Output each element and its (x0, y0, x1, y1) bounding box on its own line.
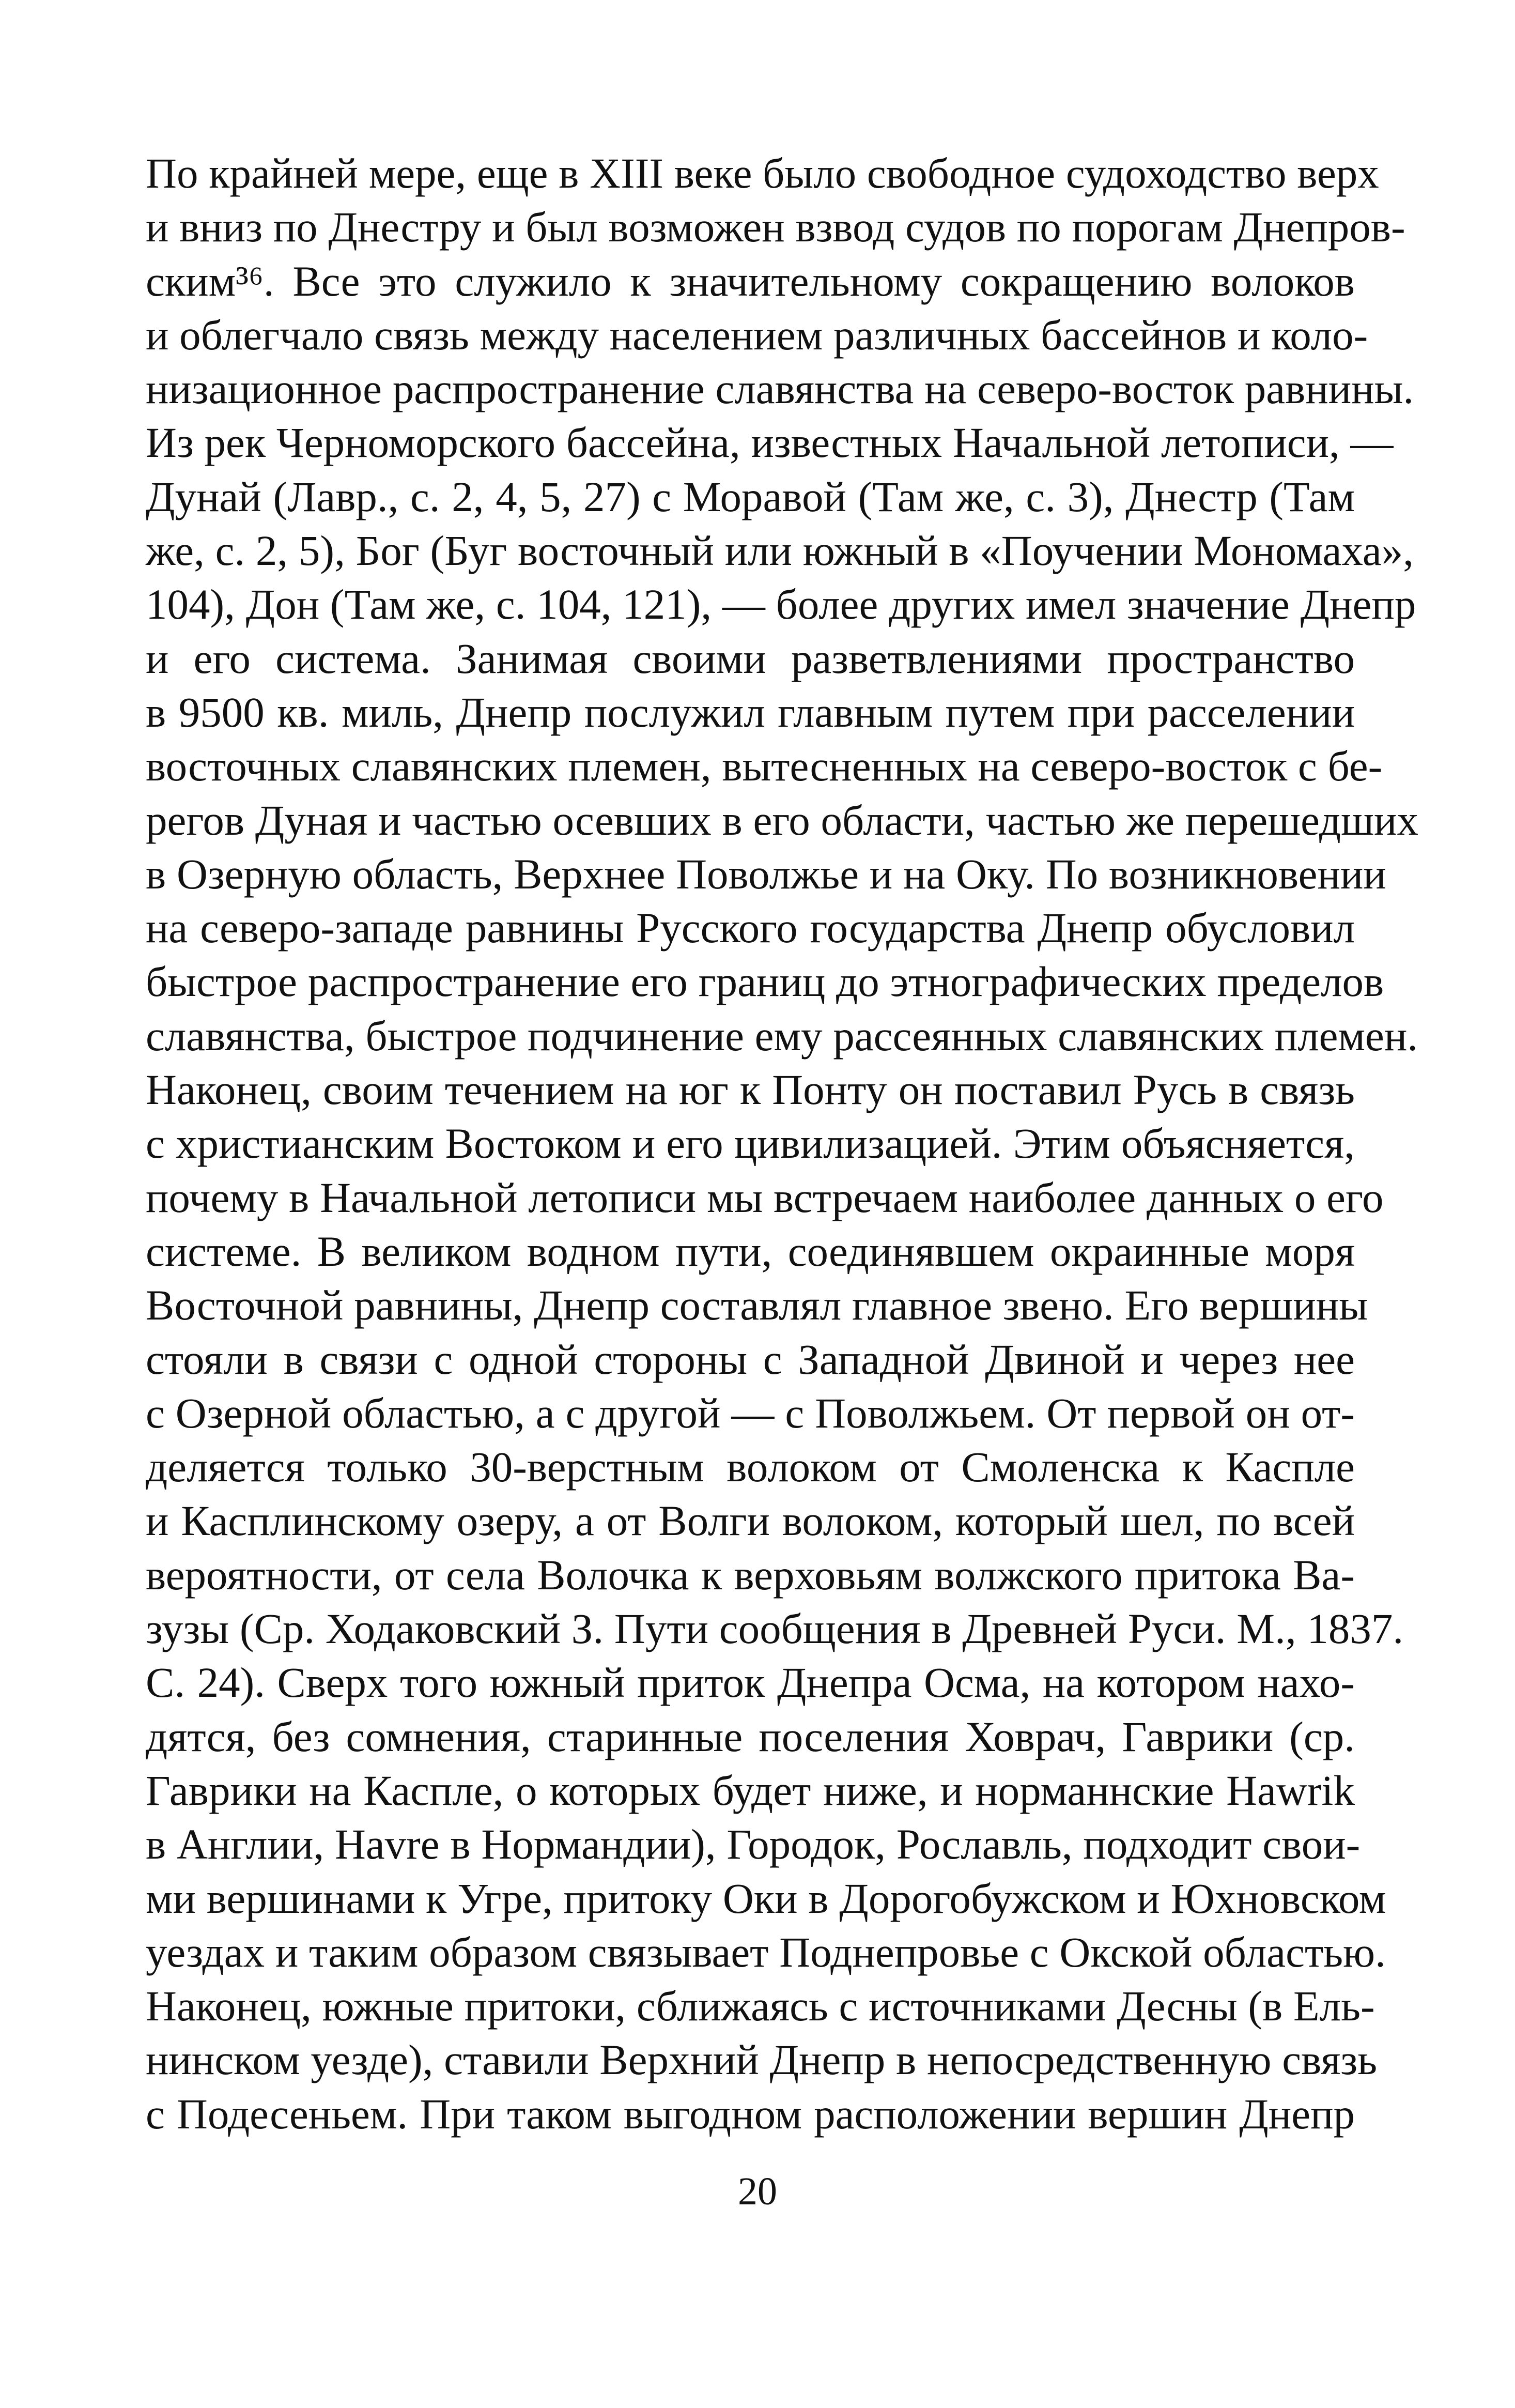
text-line: регов Дуная и частью осевших в его области, частью же перешедших (146, 796, 1418, 844)
page-number: 20 (738, 2170, 777, 2213)
text-line: стояли в связи с одной стороны с Западной Двиной и через нее (146, 1335, 1355, 1383)
text-line: Дунай (Лавр., с. 2, 4, 5, 27) с Моравой (Там же, с. 3), Днестр (Там (146, 472, 1355, 520)
text-line: ским³⁶. Все это служило к значительному сокращению волоков (146, 257, 1355, 305)
text-line: Восточной равнины, Днепр составлял главное звено. Его вершины (146, 1281, 1368, 1329)
text-line: с Подесеньем. При таком выгодном расположении вершин Днепр (146, 2090, 1355, 2138)
text-line: Наконец, южные притоки, сближаясь с источниками Десны (в Ель- (146, 1982, 1375, 2030)
text-line: в Озерную область, Верхнее Поволжье и на Оку. По возникновении (146, 850, 1386, 898)
text-line: зузы (Ср. Ходаковский З. Пути сообщения в Древней Руси. М., 1837. (146, 1605, 1404, 1653)
text-line: С. 24). Сверх того южный приток Днепра Осма, на котором нахо- (146, 1659, 1355, 1707)
text-line: на северо-западе равнины Русского государства Днепр обусловил (146, 904, 1355, 952)
text-line: деляется только 30-верстным волоком от Смоленска к Каспле (146, 1443, 1355, 1491)
text-line: дятся, без сомнения, старинные поселения Ховрач, Гаврики (ср. (146, 1712, 1355, 1760)
text-line: Из рек Черноморского бассейна, известных Начальной летописи, — (146, 419, 1394, 467)
text-line: и Касплинскому озеру, а от Волги волоком, который шел, по всей (146, 1497, 1355, 1545)
text-line: и облегчало связь между населением различных бассейнов и коло- (146, 311, 1368, 359)
text-line: По крайней мере, еще в XIII веке было свободное судоходство верх (146, 149, 1379, 197)
text-line: быстрое распространение его границ до этнографических пределов (146, 958, 1384, 1006)
text-line: 104), Дон (Там же, с. 104, 121), — более других имел значение Днепр (146, 580, 1416, 628)
text-line: почему в Начальной летописи мы встречаем наиболее данных о его (146, 1173, 1384, 1221)
text-line: и вниз по Днестру и был возможен взвод судов по порогам Днепров- (146, 203, 1405, 251)
text-line: с Озерной областью, а с другой — с Поволжьем. От первой он от- (146, 1389, 1355, 1437)
text-line: с христианским Востоком и его цивилизацией. Этим объясняется, (146, 1119, 1355, 1168)
text-line: и его система. Занимая своими разветвлениями пространство (146, 634, 1355, 682)
text-line: уездах и таким образом связывает Поднепровье с Окской областью. (146, 1928, 1386, 1976)
text-line: вероятности, от села Волочка к верховьям волжского притока Ва- (146, 1551, 1355, 1599)
body-text (146, 146, 1418, 2141)
text-line: низационное распространение славянства на северо-восток равнины. (146, 365, 1414, 413)
text-line: нинском уезде), ставили Верхний Днепр в непосредственную связь (146, 2036, 1378, 2084)
text-line: же, с. 2, 5), Бог (Буг восточный или южный в «Поучении Мономаха», (146, 527, 1414, 575)
text-line: славянства, быстрое подчинение ему рассеянных славянских племен. (146, 1011, 1418, 1060)
text-line: в Англии, Havre в Нормандии), Городок, Рославль, подходит свои- (146, 1820, 1361, 1868)
text-line: Гаврики на Каспле, о которых будет ниже, и норманнские Hawrik (146, 1766, 1355, 1814)
text-line: системе. В великом водном пути, соединявшем окраинные моря (146, 1227, 1355, 1275)
text-line: в 9500 кв. миль, Днепр послужил главным путем при расселении (146, 688, 1355, 736)
text-line: восточных славянских племен, вытесненных на северо-восток с бе- (146, 742, 1383, 790)
text-line: ми вершинами к Угре, притоку Оки в Дорогобужском и Юхновском (146, 1874, 1386, 1922)
text-line: Наконец, своим течением на юг к Понту он поставил Русь в связь (146, 1066, 1355, 1114)
